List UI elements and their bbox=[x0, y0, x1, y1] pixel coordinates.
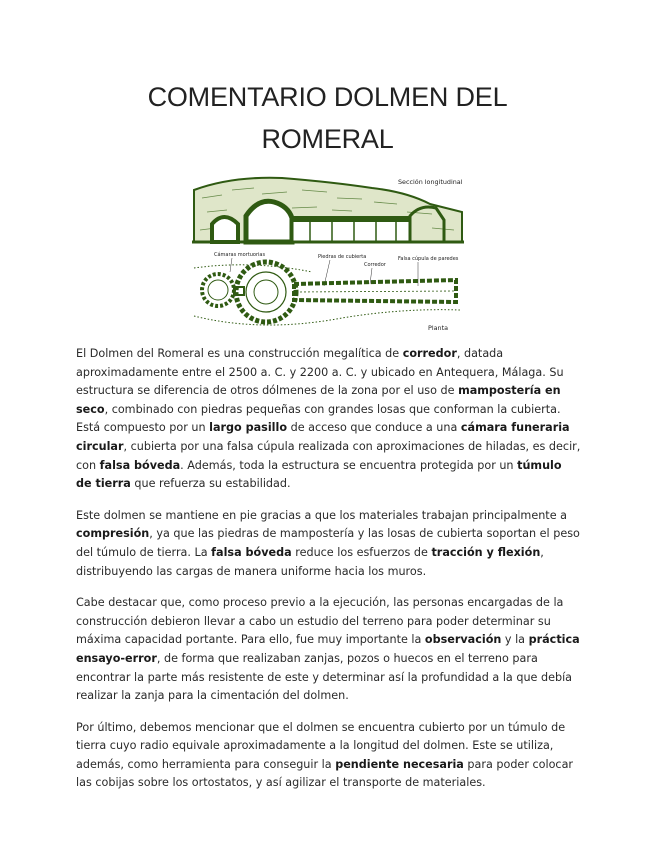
p1-bold-corredor: corredor bbox=[402, 347, 457, 360]
paragraph-1 bbox=[76, 345, 581, 494]
p4-text-c: para poder colocar las cobijas sobre los ortostatos, y así agilizar el transporte de materiales. bbox=[76, 757, 574, 790]
paragraph-3 bbox=[76, 594, 581, 706]
p1-bold-pasillo: largo pasillo bbox=[209, 421, 288, 435]
p4-text-a: Por último, debemos mencionar que el dolmen se encuentra cubierto por un túmulo de tierra cuyo radio equivale aproximadamente a la longitud del dolmen. Este se utiliza, además, como herramienta para conseguir la bbox=[76, 720, 566, 771]
document-title bbox=[60, 76, 595, 160]
p1-text-a: El Dolmen del Romeral es una construcción megalítica de bbox=[76, 347, 403, 360]
p2-text-c: , ya que las piedras de mampostería y las losas de cubierta soportan el peso del túmulo de tierra. La bbox=[76, 527, 580, 559]
p2-text-d: reduce los esfuerzos de bbox=[291, 545, 432, 559]
p1-text-f: , cubierta por una falsa cúpula realizada con aproximaciones de hiladas, es decir, con bbox=[76, 439, 581, 472]
p2-text-a: Este dolmen se mantiene en pie gracias a que los materiales trabajan principalmente a bbox=[76, 508, 567, 522]
label-chambers: Cámaras mortuorias bbox=[214, 252, 266, 258]
label-cover-stones: Piedras de cubierta bbox=[318, 254, 367, 260]
plan-view bbox=[194, 262, 460, 325]
p1-text-e: de acceso que conduce a una bbox=[287, 421, 461, 435]
p1-text-g: . Además, toda la estructura se encuentra protegida por un bbox=[180, 458, 518, 472]
label-corridor: Corredor bbox=[364, 262, 386, 268]
label-false-dome: Falsa cúpula de paredes bbox=[398, 256, 459, 262]
title-line-1: COMENTARIO DOLMEN DEL bbox=[147, 82, 508, 112]
p2-text-e: , distribuyendo las cargas de manera uniforme hacia los muros. bbox=[76, 545, 544, 578]
p1-bold-boveda: falsa bóveda bbox=[99, 458, 181, 472]
p3-bold-observacion: observación bbox=[424, 633, 502, 647]
main-chamber bbox=[246, 201, 292, 242]
small-chamber bbox=[212, 217, 238, 242]
title-line-2: ROMERAL bbox=[261, 124, 394, 154]
p4-bold-pendiente: pendiente necesaria bbox=[335, 757, 464, 771]
section-label: Sección longitudinal bbox=[398, 178, 463, 186]
p2-bold-compresion: compresión bbox=[76, 527, 150, 541]
p3-text-d: , de forma que realizaban zanjas, pozos o huecos en el terreno para encontrar la parte más resistente de este y determinar así la profundidad a la que debía realizar la zanja para la cimentación del dolmen. bbox=[76, 651, 573, 703]
p3-bold-ensayo-error: práctica ensayo-error bbox=[76, 633, 580, 665]
paragraph-4 bbox=[76, 719, 581, 793]
p2-bold-boveda: falsa bóveda bbox=[211, 545, 292, 559]
p1-text-d: , combinado con piedras pequeñas con grandes losas que conforman la cubierta. Está compuesto por un bbox=[76, 402, 561, 435]
p1-text-c: , datada aproximadamente entre el 2500 a. C. y 2200 a. C. y ubicado en Antequera, Málaga. Su estructura se diferencia de otros dólmenes de la zona por el uso de bbox=[76, 347, 564, 398]
document-body bbox=[76, 345, 581, 806]
p1-bold-camara: cámara funeraria circular bbox=[76, 421, 570, 453]
plan-label: Planta bbox=[428, 324, 449, 332]
dolmen-section-and-plan-drawing bbox=[192, 168, 464, 334]
p2-bold-traccion: tracción y flexión bbox=[431, 545, 541, 559]
p1-text-h: que refuerza su estabilidad. bbox=[130, 477, 291, 491]
p1-bold-tumulo: túmulo de tierra bbox=[76, 458, 562, 491]
paragraph-2 bbox=[76, 507, 581, 581]
p3-text-c: y la bbox=[501, 633, 529, 647]
p3-text-a: Cabe destacar que, como proceso previo a la ejecución, las personas encargadas de la construcción debieron llevar a cabo un estudio del terreno para poder determinar su máxima capacidad portante. Para ello, fue muy importante la bbox=[76, 596, 564, 647]
p1-bold-mamposteria: mampostería en seco bbox=[76, 384, 561, 416]
